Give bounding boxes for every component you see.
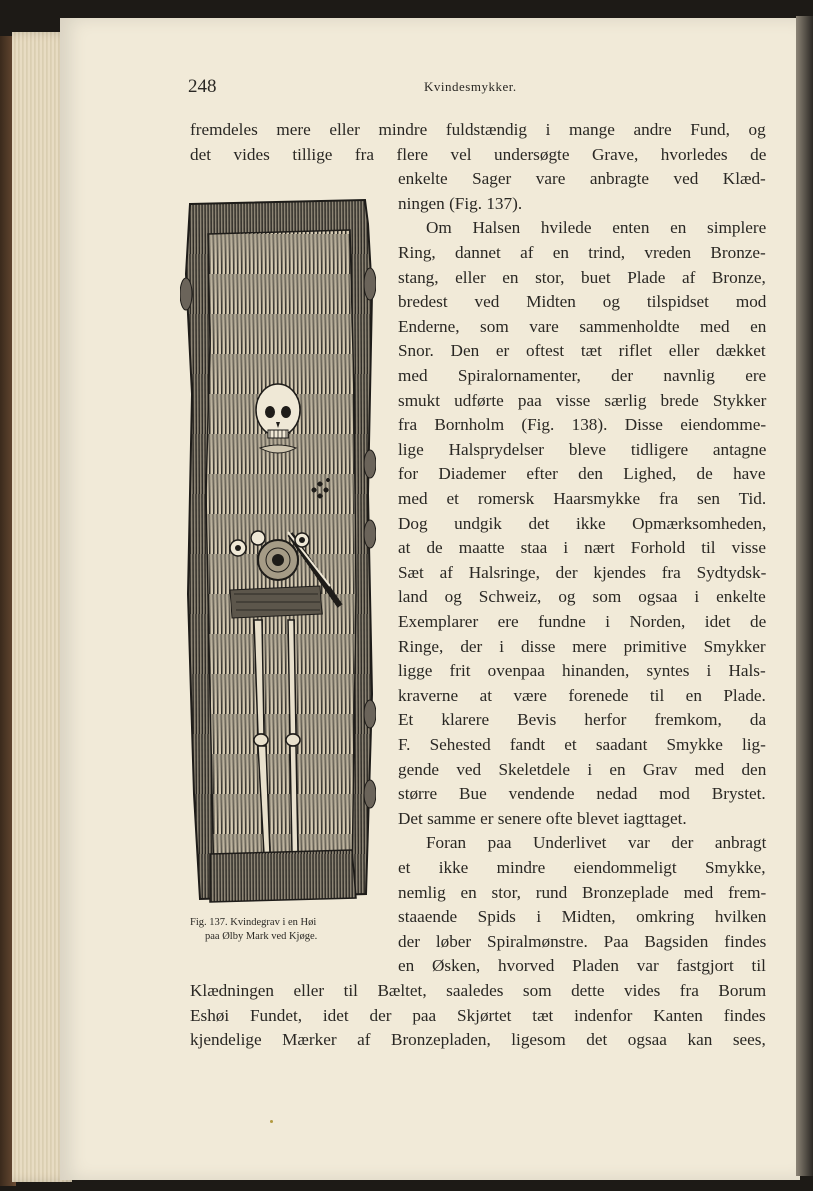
text-line: en Øsken, hvorved Pladen var fastgjort til bbox=[398, 956, 766, 976]
text-line: Ringe, der i disse mere primitive Smykker bbox=[398, 636, 766, 656]
text-line: Enderne, som vare sammenholdte med en bbox=[398, 316, 767, 336]
figure-caption bbox=[190, 916, 370, 944]
text-line: staaende Spids i Midten, omkring hvilken bbox=[398, 907, 767, 927]
text-line: fra Bornholm (Fig. 138). Disse eiendomme- bbox=[398, 415, 767, 435]
text-line: et ikke mindre eiendommeligt Smykke, bbox=[398, 858, 766, 877]
running-head: Kvindesmykker. bbox=[424, 79, 517, 94]
text-line: Snor. Den er oftest tæt riflet eller dækket bbox=[398, 341, 766, 361]
text-line: Det samme er senere ofte blevet iagttaget. bbox=[398, 808, 687, 828]
text-line: for Diademer efter den Lighed, de have bbox=[398, 464, 766, 484]
page-number: 248 bbox=[188, 76, 217, 97]
text-line: med Spiralornamenter, der navnlig ere bbox=[398, 366, 767, 385]
text-line: fremdeles mere eller mindre fuldstændig i mange andre Fund, og bbox=[190, 120, 766, 139]
text-line: Sæt af Halsringe, der kjendes fra Sydtydsk- bbox=[398, 562, 767, 582]
text-line: ningen (Fig. 137). bbox=[398, 193, 523, 213]
text-line: Dog undgik det ikke Opmærksomheden, bbox=[398, 513, 767, 533]
text-line: Klædningen eller til Bæltet, saaledes som dette vides fra Borum bbox=[190, 981, 767, 1000]
text-line: bredest ved Midten og tilspidset mod bbox=[398, 292, 767, 312]
text-line: lige Halsprydelser bleve tidligere antagne bbox=[398, 439, 767, 459]
text-line: gende ved Skeletdele i en Grav med den bbox=[398, 759, 767, 779]
text-line: kraverne at være forenede til en Plade. bbox=[398, 685, 766, 705]
text-line: land og Schweiz, og som ogsaa i enkelte bbox=[398, 587, 766, 607]
text-line: ligge frit ovenpaa hinanden, syntes i Hals- bbox=[398, 661, 766, 681]
text-line: F. Sehested fandt et saadant Smykke lig- bbox=[398, 735, 766, 754]
figure-coffin-illustration bbox=[180, 194, 376, 904]
text-line: Exemplarer ere fundne i Norden, idet de bbox=[398, 612, 767, 631]
caption-line-1: Fig. 137. Kvindegrav i en Høi bbox=[190, 917, 317, 928]
text-line: kjendelige Mærker af Bronzepladen, ligesom det ogsaa kan sees, bbox=[190, 1030, 766, 1050]
book-gutter bbox=[796, 16, 813, 1176]
text-line: stang, eller en stor, buet Plade af Bronze, bbox=[398, 267, 766, 287]
text-line: større Bue vendende nedad mod Brystet. bbox=[398, 784, 766, 804]
caption-line-2: paa Ølby Mark ved Kjøge. bbox=[205, 931, 318, 942]
text-line: Et klarere Bevis herfor fremkom, da bbox=[398, 710, 767, 730]
text-line: at de maatte staa i nært Forhold til visse bbox=[398, 538, 766, 558]
text-line: smukt udførte paa visse særlig brede Stykker bbox=[398, 390, 767, 410]
paper-speck bbox=[270, 1120, 273, 1123]
text-line: Ring, dannet af en trind, vreden Bronze- bbox=[398, 243, 766, 262]
text-line: med et romersk Haarsmykke fra sen Tid. bbox=[398, 489, 767, 508]
text-line: Om Halsen hvilede enten en simplere bbox=[426, 218, 767, 238]
text-line: der løber Spiralmønstre. Paa Bagsiden findes bbox=[398, 931, 767, 951]
text-line: Eshøi Fundet, idet der paa Skjørtet tæt indenfor Kanten findes bbox=[190, 1005, 766, 1025]
text-line: det vides tillige fra flere vel undersøgte Grave, hvorledes de bbox=[190, 144, 767, 164]
text-line: enkelte Sager vare anbragte ved Klæd- bbox=[398, 169, 766, 189]
text-line: nemlig en stor, rund Bronzeplade med frem- bbox=[398, 882, 767, 902]
text-line: Foran paa Underlivet var der anbragt bbox=[426, 833, 767, 853]
